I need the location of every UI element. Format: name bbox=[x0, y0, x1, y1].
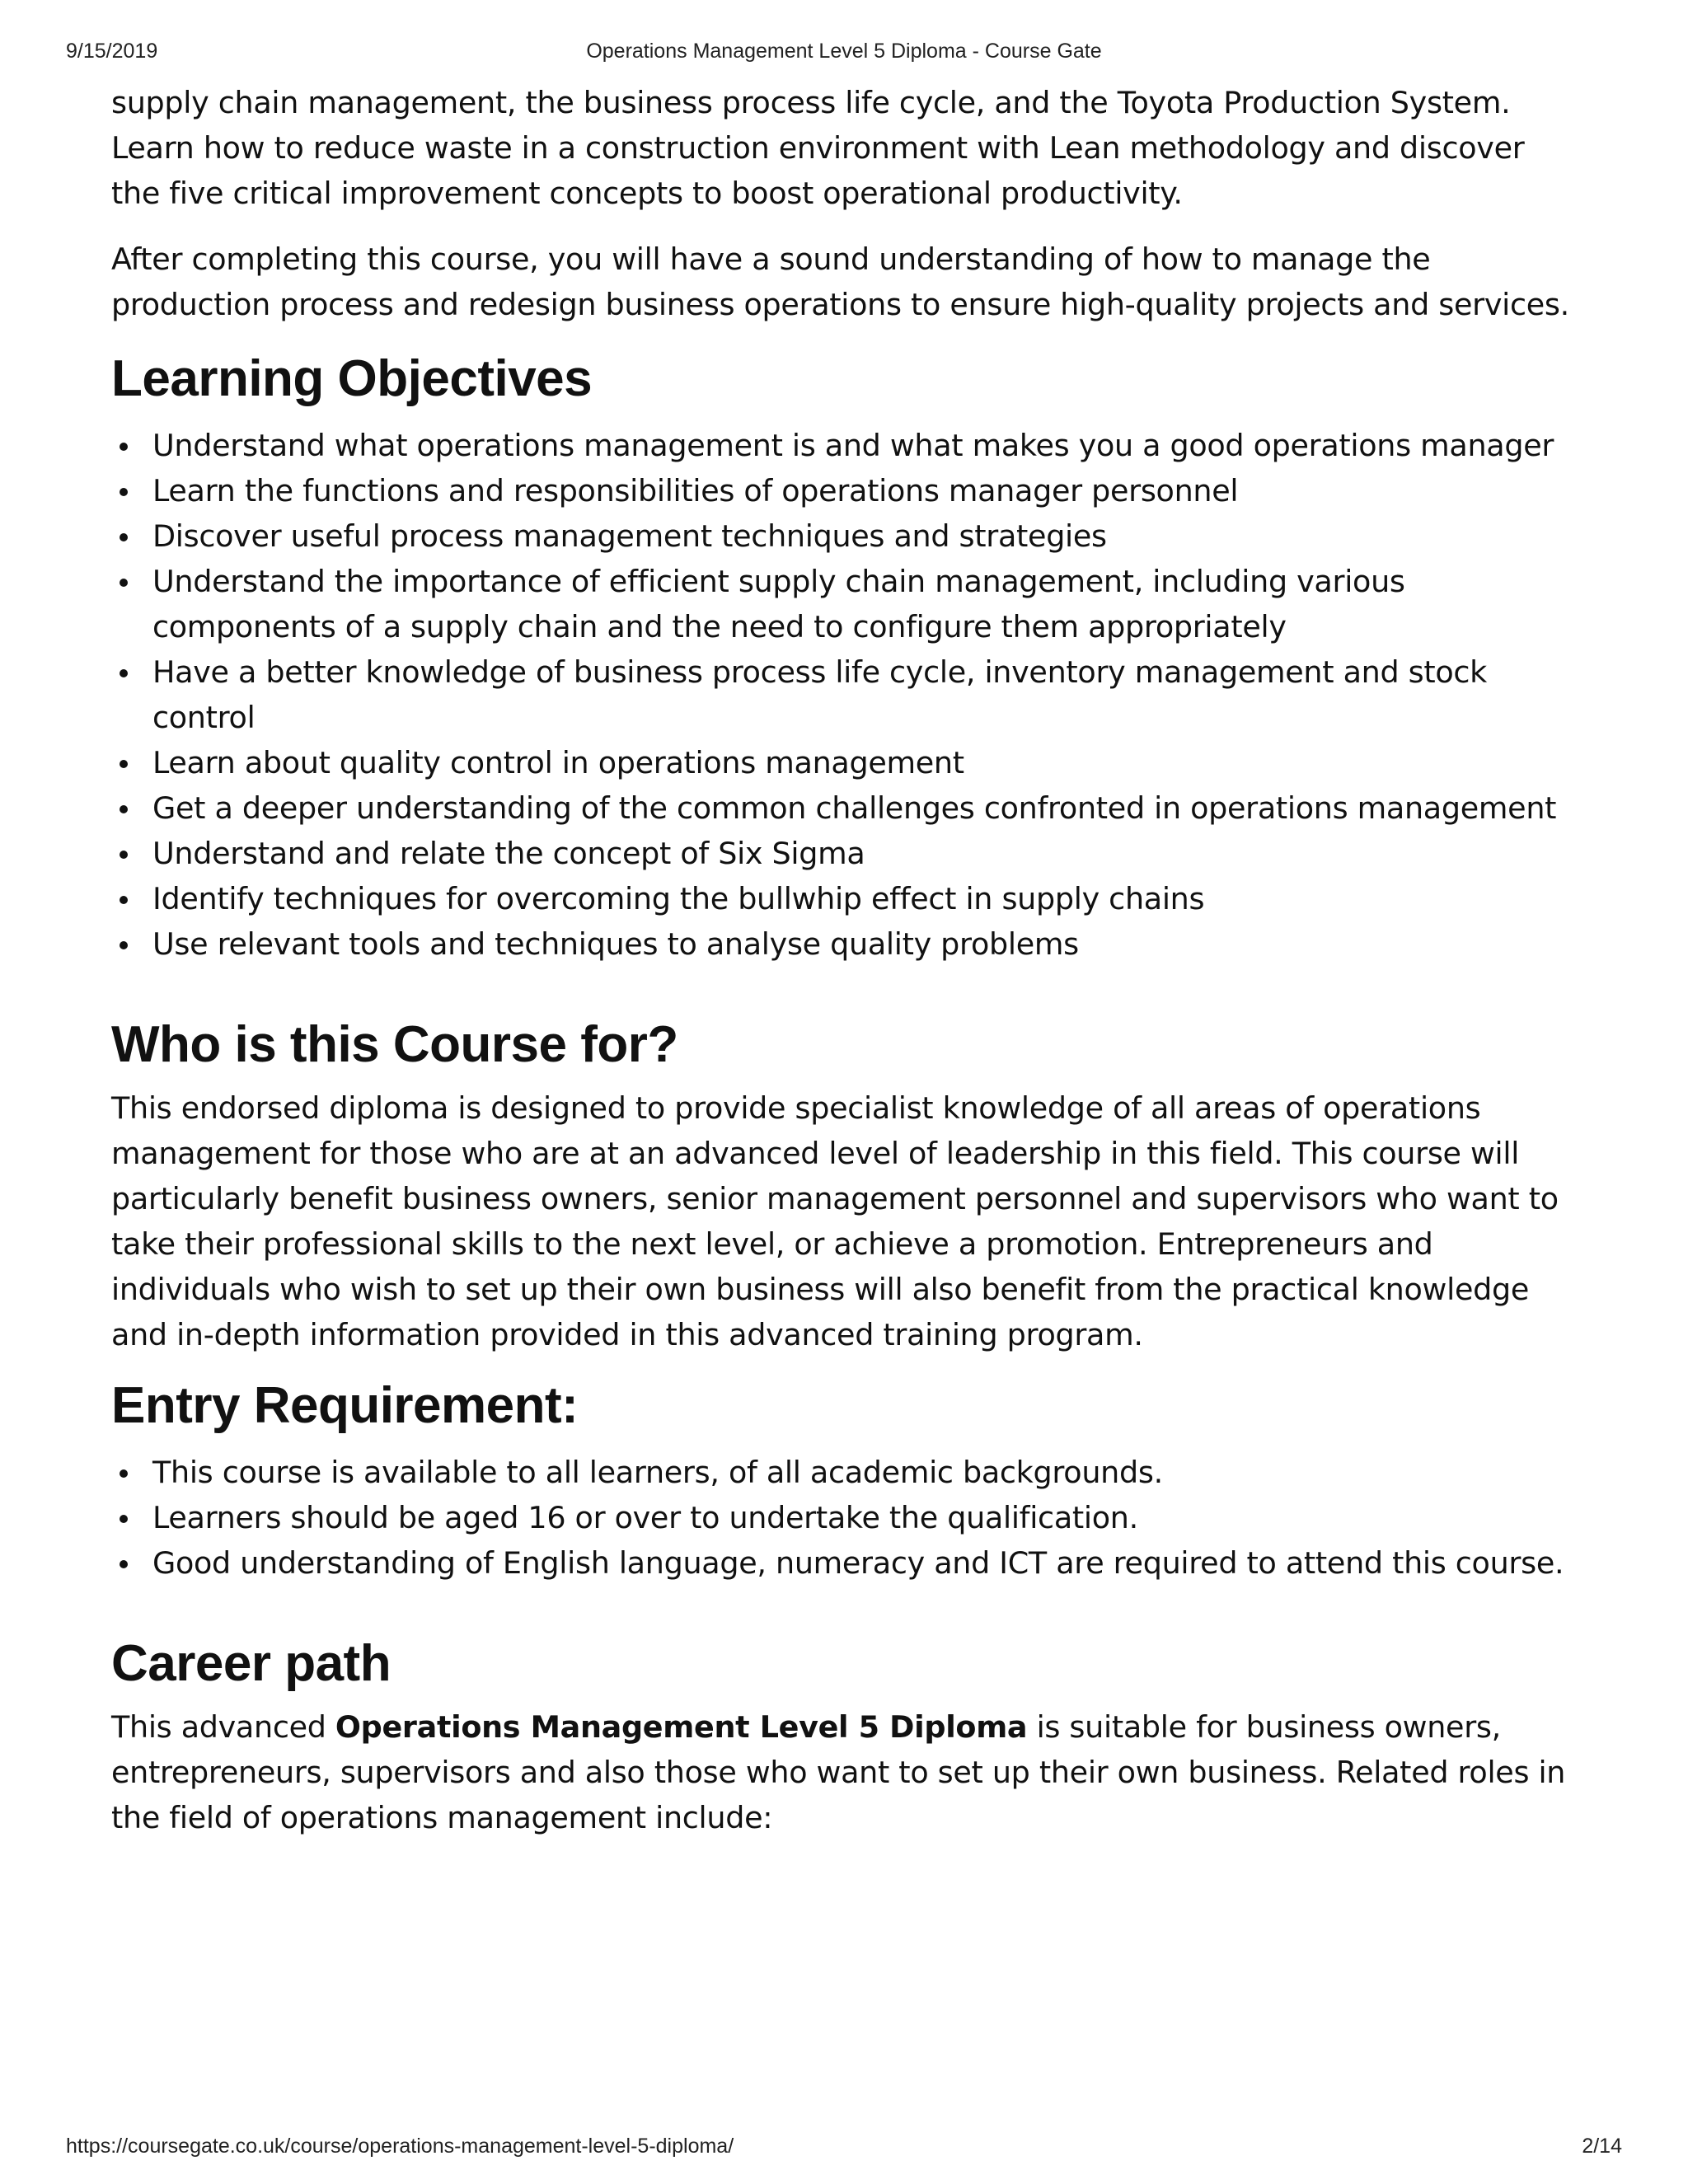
learning-objectives-heading: Learning Objectives bbox=[111, 350, 593, 407]
entry-requirement-heading: Entry Requirement: bbox=[111, 1377, 579, 1434]
print-header bbox=[66, 40, 1622, 69]
list-item: Have a better knowledge of business process life cycle, inventory management and stock control bbox=[111, 649, 1578, 740]
entry-requirement-list bbox=[111, 1450, 1578, 1586]
print-date: 9/15/2019 bbox=[66, 40, 158, 63]
intro-continuation: supply chain management, the business process life cycle, and the Toyota Production System. Learn how to reduce waste in a construction environment with Lean methodology and discover the five critical improvement concepts to boost operational productivity. bbox=[111, 85, 1525, 211]
list-item: This course is available to all learners, of all academic backgrounds. bbox=[111, 1450, 1578, 1495]
career-path-heading: Career path bbox=[111, 1635, 392, 1692]
list-item: Use relevant tools and techniques to analyse quality problems bbox=[111, 921, 1578, 967]
list-item: Discover useful process management techniques and strategies bbox=[111, 513, 1578, 559]
course-name: Operations Management Level 5 Diploma bbox=[335, 1709, 1028, 1745]
list-item: Understand the importance of efficient supply chain management, including various components of a supply chain and the need to configure them appropriately bbox=[111, 559, 1578, 649]
list-item: Understand and relate the concept of Six Sigma bbox=[111, 831, 1578, 876]
list-item: Learn the functions and responsibilities of operations manager personnel bbox=[111, 468, 1578, 513]
career-path-text bbox=[111, 1704, 1578, 1840]
list-item: Get a deeper understanding of the common challenges confronted in operations management bbox=[111, 785, 1578, 831]
course-description bbox=[111, 80, 1578, 1840]
list-item: Learn about quality control in operations management bbox=[111, 740, 1578, 785]
career-text-after: is suitable for business owners, entrepreneurs, supervisors and also those who want to set up their own business. Related roles in the field of operations management include: bbox=[111, 1709, 1566, 1835]
intro-summary: After completing this course, you will have a sound understanding of how to manage the production process and redesign business operations to ensure high-quality projects and services. bbox=[111, 241, 1569, 322]
audience-heading: Who is this Course for? bbox=[111, 1016, 678, 1073]
print-url: https://coursegate.co.uk/course/operations-management-level-5-diploma/ bbox=[66, 2135, 734, 2158]
list-item: Understand what operations management is and what makes you a good operations manager bbox=[111, 423, 1578, 468]
print-footer bbox=[66, 2135, 1622, 2164]
list-item: Learners should be aged 16 or over to undertake the qualification. bbox=[111, 1495, 1578, 1540]
list-item: Identify techniques for overcoming the bullwhip effect in supply chains bbox=[111, 876, 1578, 921]
learning-objectives-list bbox=[111, 423, 1578, 967]
audience-text: This endorsed diploma is designed to provide specialist knowledge of all areas of operations management for those who are at an advanced level of leadership in this field. This course will particularly benefit business owners, senior management personnel and supervisors who want to take their professional skills to the next level, or achieve a promotion. Entrepreneurs and individuals who wish to set up their own business will also benefit from the practical knowledge and in-depth information provided in this advanced training program. bbox=[111, 1090, 1559, 1352]
page-number: 2/14 bbox=[1582, 2135, 1622, 2158]
career-text-before: This advanced bbox=[111, 1709, 335, 1745]
list-item: Good understanding of English language, numeracy and ICT are required to attend this course. bbox=[111, 1540, 1578, 1586]
print-page-title: Operations Management Level 5 Diploma - Course Gate bbox=[586, 40, 1102, 63]
